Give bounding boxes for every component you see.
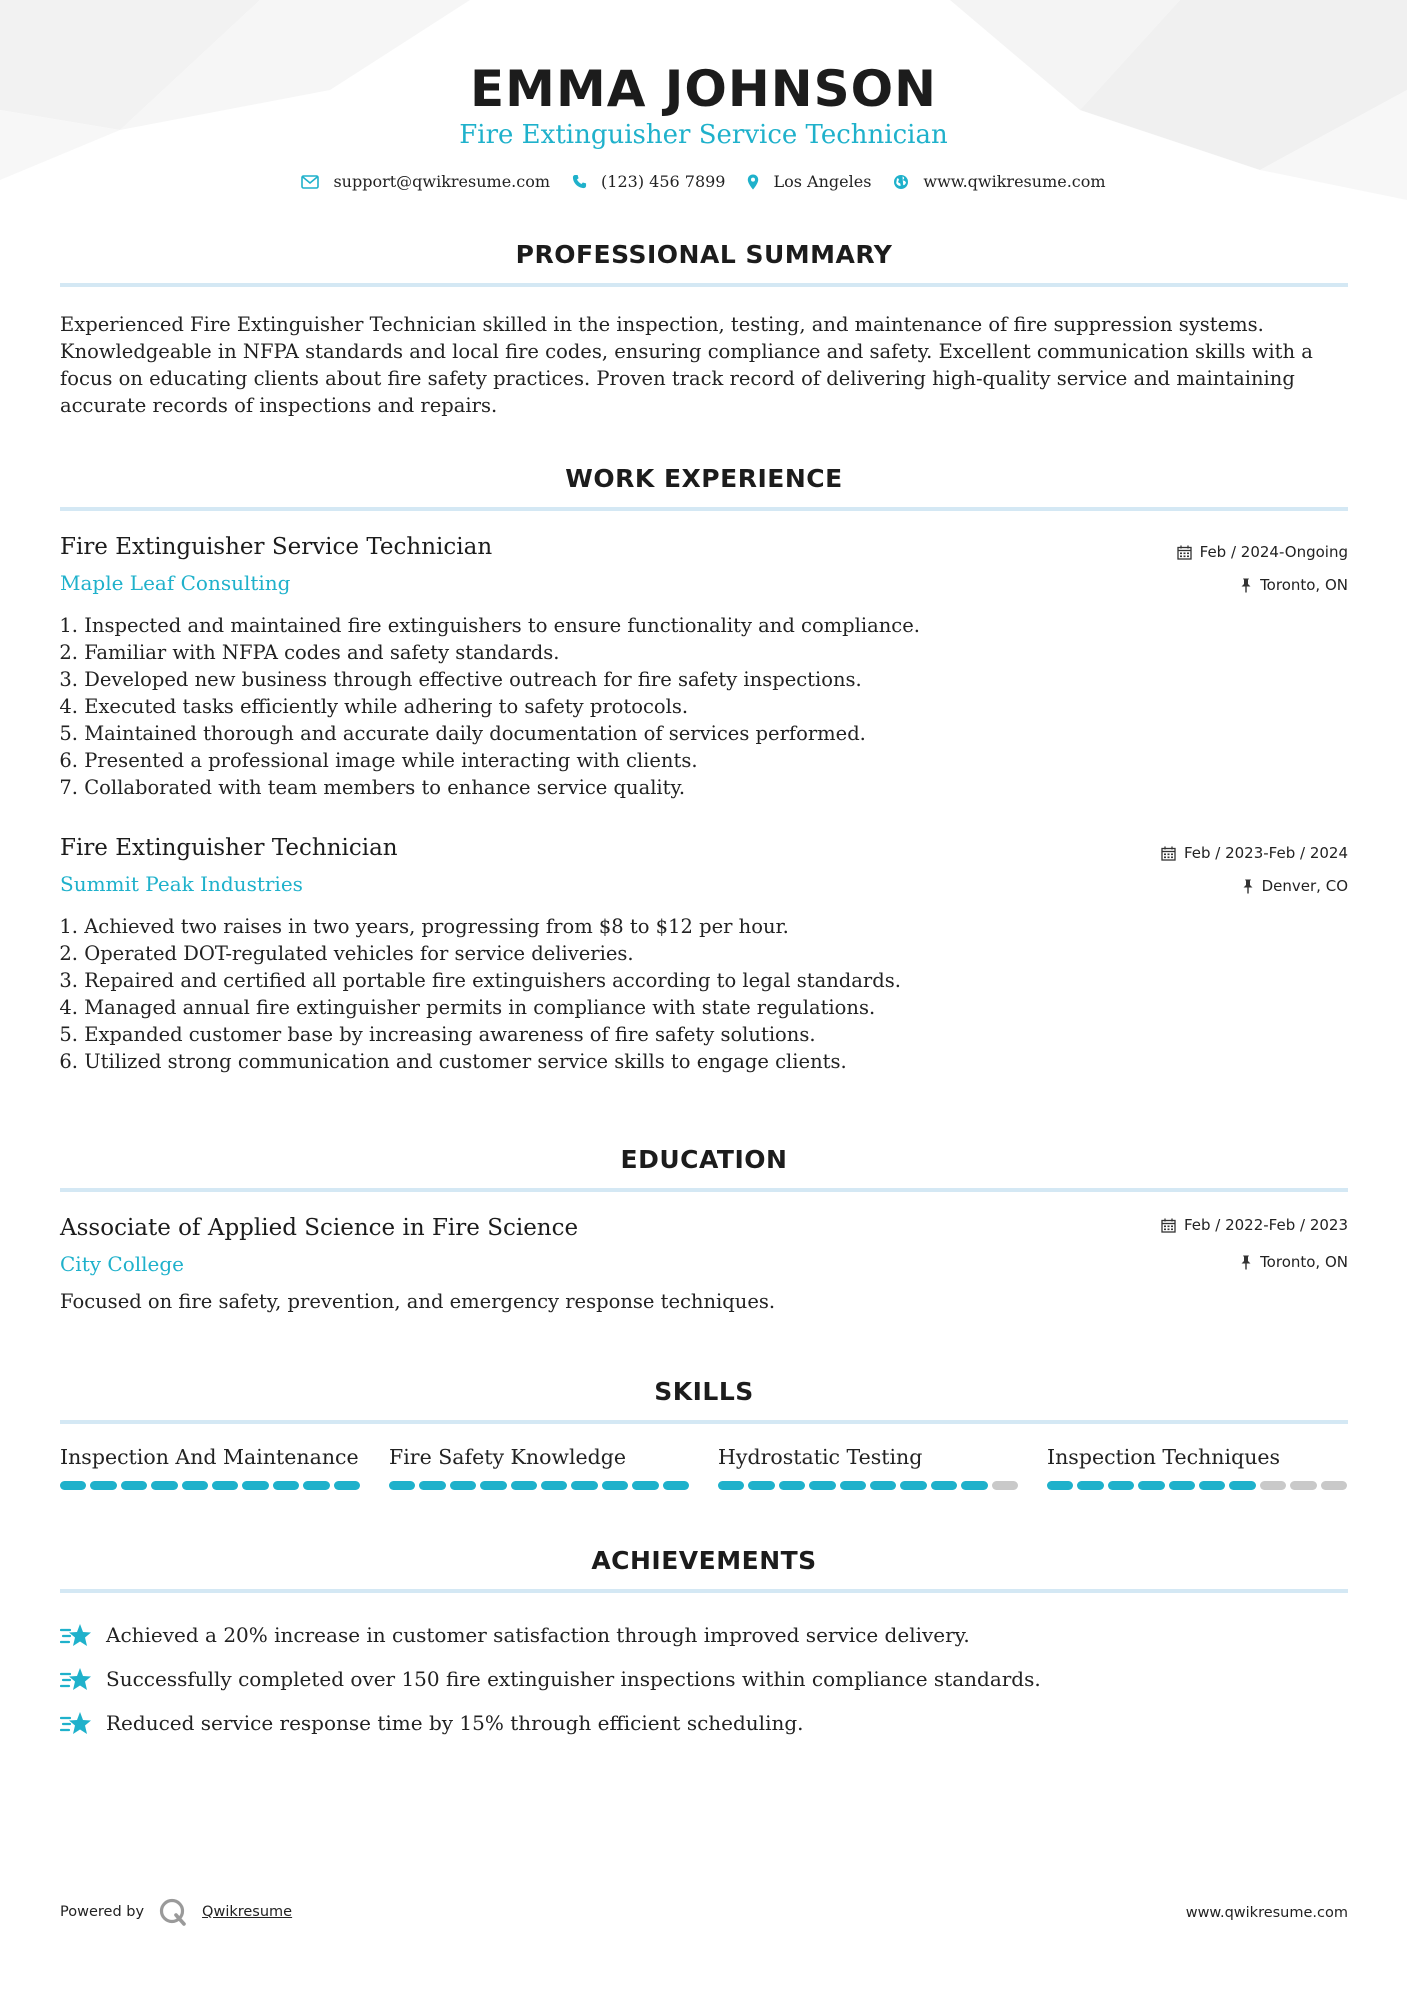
list-item: 2. Operated DOT-regulated vehicles for service deliveries. — [59, 942, 634, 965]
shooting-star-icon — [60, 1622, 92, 1648]
skill-name: Inspection Techniques — [1047, 1445, 1281, 1469]
contact-bar — [0, 172, 1407, 191]
job-title: Fire Extinguisher Service Technician — [60, 534, 493, 560]
skill-segment-empty — [1321, 1481, 1347, 1490]
map-pin-icon — [747, 174, 759, 190]
skill-segment-filled — [870, 1481, 896, 1490]
skill-segment-filled — [419, 1481, 445, 1490]
skill-segment-filled — [480, 1481, 506, 1490]
contact-location — [747, 172, 871, 191]
job-location — [1242, 877, 1348, 895]
calendar-icon — [1161, 846, 1176, 861]
education-divider — [60, 1188, 1348, 1192]
skill-segment-filled — [931, 1481, 957, 1490]
globe-icon — [893, 174, 909, 190]
skill-segment-filled — [334, 1481, 360, 1490]
skill-segment-filled — [303, 1481, 329, 1490]
list-item: 1. Inspected and maintained fire extinguishers to ensure functionality and compliance. — [59, 614, 920, 637]
education-school: City College — [60, 1252, 185, 1276]
skills-heading: SKILLS — [654, 1377, 754, 1406]
skill-segment-filled — [151, 1481, 177, 1490]
list-item: 5. Maintained thorough and accurate daily documentation of services performed. — [59, 722, 866, 745]
job-duties-list — [56, 612, 1256, 801]
education-degree: Associate of Applied Science in Fire Science — [60, 1215, 579, 1241]
education-description: Focused on fire safety, prevention, and emergency response techniques. — [60, 1290, 776, 1313]
skill-name: Hydrostatic Testing — [718, 1445, 923, 1469]
skill-segment-filled — [1077, 1481, 1103, 1490]
list-item: Successfully completed over 150 fire extinguisher inspections within compliance standards. — [60, 1657, 1348, 1701]
skill-segment-filled — [242, 1481, 268, 1490]
skill-segment-filled — [1169, 1481, 1195, 1490]
skill-segment-filled — [1199, 1481, 1225, 1490]
envelope-icon — [301, 175, 319, 189]
powered-by-text: Powered by — [60, 1904, 145, 1920]
qwikresume-logo-icon — [158, 1897, 188, 1927]
achievements-heading: ACHIEVEMENTS — [591, 1546, 817, 1575]
skill-name: Inspection And Maintenance — [60, 1445, 359, 1469]
job-company: Maple Leaf Consulting — [60, 571, 291, 595]
summary-text: Experienced Fire Extinguisher Technician skilled in the inspection, testing, and maintenance of fire suppression systems. Knowledgeable in NFPA standards and local fire codes, ensuring compliance and safety. Excellent communication skills with a focus on educating clients about fire safety practices. Proven track record of delivering high-quality service and maintaining accurate records of inspections and repairs. — [60, 313, 1313, 417]
skill-segment-filled — [900, 1481, 926, 1490]
skill-segment-filled — [632, 1481, 658, 1490]
qwikresume-link[interactable]: Qwikresume — [202, 1904, 293, 1920]
skill-segment-filled — [121, 1481, 147, 1490]
skill-segment-filled — [1047, 1481, 1073, 1490]
job-date-text: Feb / 2024-Ongoing — [1199, 543, 1348, 561]
skill-item — [389, 1445, 689, 1490]
skill-segment-filled — [389, 1481, 415, 1490]
skill-segment-filled — [541, 1481, 567, 1490]
skill-segment-filled — [840, 1481, 866, 1490]
skill-segment-filled — [1138, 1481, 1164, 1490]
shooting-star-icon — [60, 1710, 92, 1736]
education-location — [1240, 1253, 1348, 1271]
list-item: 2. Familiar with NFPA codes and safety standards. — [59, 641, 560, 664]
skill-segment-filled — [961, 1481, 987, 1490]
job-location-text: Toronto, ON — [1260, 576, 1348, 594]
list-item: 3. Developed new business through effective outreach for fire safety inspections. — [59, 668, 862, 691]
skills-divider — [60, 1420, 1348, 1424]
skill-item — [60, 1445, 360, 1490]
skill-segment-filled — [511, 1481, 537, 1490]
skill-name: Fire Safety Knowledge — [389, 1445, 627, 1469]
calendar-icon — [1161, 1218, 1176, 1233]
candidate-title: Fire Extinguisher Service Technician — [459, 120, 948, 150]
skill-level-bar — [718, 1481, 1018, 1490]
skill-segment-filled — [212, 1481, 238, 1490]
pushpin-icon — [1242, 879, 1254, 894]
skill-level-bar — [389, 1481, 689, 1490]
list-item: 5. Expanded customer base by increasing awareness of fire safety solutions. — [59, 1023, 816, 1046]
job-title: Fire Extinguisher Technician — [60, 835, 398, 861]
location-text: Los Angeles — [773, 172, 872, 191]
list-item: 3. Repaired and certified all portable fire extinguishers according to legal standards. — [59, 969, 901, 992]
skill-segment-filled — [809, 1481, 835, 1490]
candidate-name: EMMA JOHNSON — [470, 60, 937, 118]
email-text: support@qwikresume.com — [333, 172, 551, 191]
list-item: 4. Executed tasks efficiently while adhering to safety protocols. — [59, 695, 689, 718]
job-location — [1240, 576, 1348, 594]
skill-segment-filled — [90, 1481, 116, 1490]
pushpin-icon — [1240, 578, 1252, 593]
contact-email[interactable] — [301, 172, 550, 191]
skill-segment-filled — [571, 1481, 597, 1490]
skill-segment-filled — [60, 1481, 86, 1490]
job-date — [1161, 844, 1348, 862]
skill-segment-filled — [182, 1481, 208, 1490]
skill-segment-filled — [1229, 1481, 1255, 1490]
skills-list — [60, 1445, 1348, 1490]
list-item: 4. Managed annual fire extinguisher permits in compliance with state regulations. — [59, 996, 876, 1019]
website-text: www.qwikresume.com — [923, 172, 1106, 191]
list-item: 1. Achieved two raises in two years, progressing from $8 to $12 per hour. — [59, 915, 789, 938]
skill-segment-filled — [779, 1481, 805, 1490]
skill-segment-filled — [602, 1481, 628, 1490]
list-item: Reduced service response time by 15% through efficient scheduling. — [60, 1701, 1348, 1745]
skill-segment-empty — [992, 1481, 1018, 1490]
phone-text: (123) 456 7899 — [601, 172, 726, 191]
list-item: Achieved a 20% increase in customer satisfaction through improved service delivery. — [60, 1613, 1348, 1657]
contact-phone[interactable] — [572, 172, 725, 191]
summary-divider — [60, 283, 1348, 287]
skill-level-bar — [60, 1481, 360, 1490]
shooting-star-icon — [60, 1666, 92, 1692]
phone-icon — [572, 174, 587, 189]
skill-level-bar — [1047, 1481, 1347, 1490]
skill-segment-filled — [1108, 1481, 1134, 1490]
achievements-divider — [60, 1589, 1348, 1593]
skill-item — [718, 1445, 1018, 1490]
skill-item — [1047, 1445, 1347, 1490]
contact-website[interactable] — [893, 172, 1105, 191]
skill-segment-filled — [273, 1481, 299, 1490]
footer-powered-by — [60, 1897, 292, 1927]
calendar-icon — [1177, 545, 1192, 560]
experience-divider — [60, 507, 1348, 511]
job-location-text: Denver, CO — [1261, 877, 1348, 895]
skill-segment-filled — [663, 1481, 689, 1490]
job-date — [1177, 543, 1348, 561]
footer-website[interactable]: www.qwikresume.com — [1185, 1905, 1348, 1921]
list-item: 7. Collaborated with team members to enhance service quality. — [59, 776, 686, 799]
education-date — [1161, 1216, 1348, 1234]
education-date-text: Feb / 2022-Feb / 2023 — [1183, 1216, 1348, 1234]
skill-segment-filled — [450, 1481, 476, 1490]
job-company: Summit Peak Industries — [60, 872, 303, 896]
pushpin-icon — [1240, 1255, 1252, 1270]
skill-segment-filled — [718, 1481, 744, 1490]
job-date-text: Feb / 2023-Feb / 2024 — [1183, 844, 1348, 862]
education-heading: EDUCATION — [620, 1145, 788, 1174]
list-item: 6. Utilized strong communication and customer service skills to engage clients. — [59, 1050, 847, 1073]
achievements-list — [60, 1613, 1348, 1745]
education-location-text: Toronto, ON — [1260, 1253, 1348, 1271]
skill-segment-empty — [1260, 1481, 1286, 1490]
skill-segment-filled — [748, 1481, 774, 1490]
summary-heading: PROFESSIONAL SUMMARY — [515, 240, 893, 269]
list-item: 6. Presented a professional image while interacting with clients. — [59, 749, 698, 772]
skill-segment-empty — [1290, 1481, 1316, 1490]
experience-heading: WORK EXPERIENCE — [565, 464, 843, 493]
job-duties-list — [56, 913, 1256, 1075]
